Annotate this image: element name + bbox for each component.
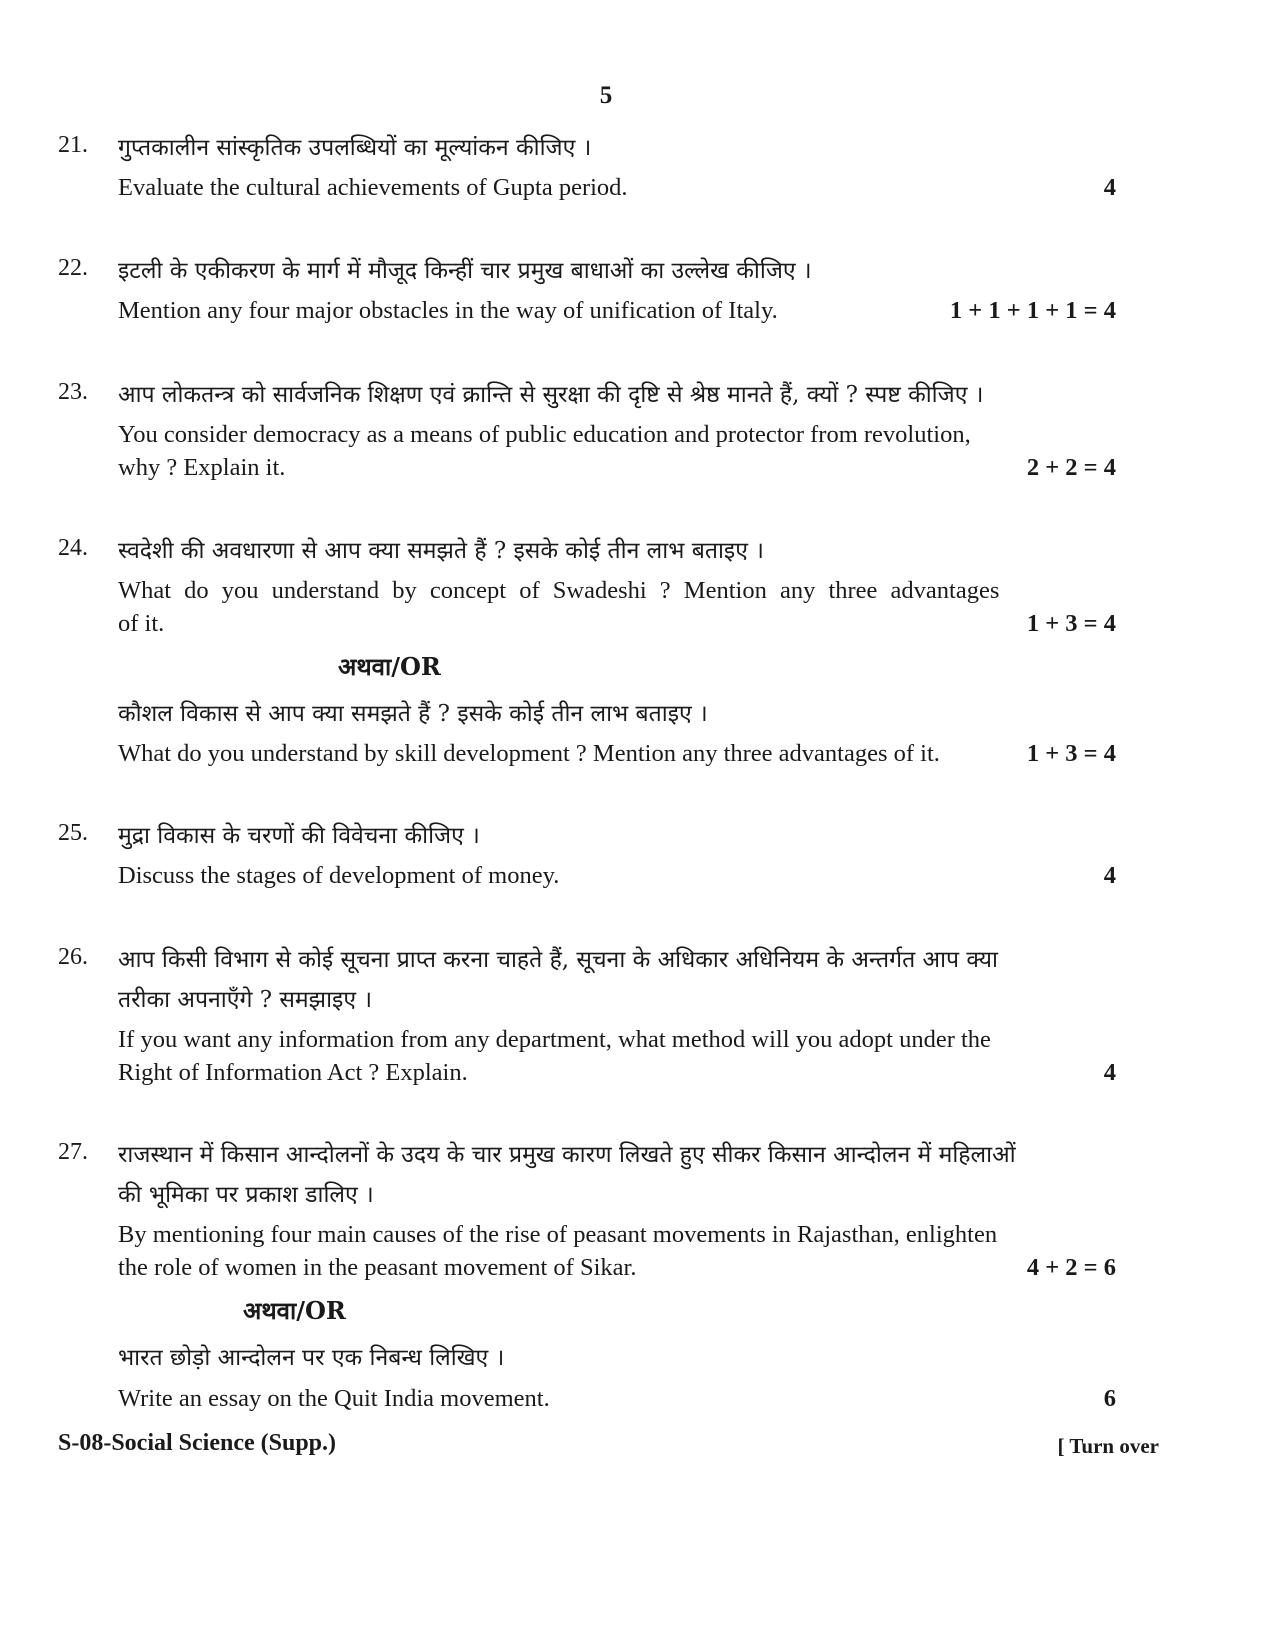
question-marks: 4 + 2 = 6 [1026,1254,1116,1281]
question-marks: 4 [1103,862,1116,889]
question-text-hindi: स्वदेशी की अवधारणा से आप क्या समझते हैं ? इसके कोई तीन लाभ बताइए । [118,538,764,564]
alternative-marks: 1 + 3 = 4 [1026,740,1116,767]
question-text-hindi: इटली के एकीकरण के मार्ग में मौजूद किन्हीं चार प्रमुख बाधाओं का उल्लेख कीजिए । [118,258,812,284]
alternative-text-hindi: भारत छोड़ो आन्दोलन पर एक निबन्ध लिखिए । [118,1345,505,1371]
question-text-english-line-1: If you want any information from any department, what method will you adopt under the [118,1026,991,1053]
footer-paper-code: S-08-Social Science (Supp.) [58,1430,337,1456]
question-text-hindi-line-1: राजस्थान में किसान आन्दोलनों के उदय के चार प्रमुख कारण लिखते हुए सीकर किसान आन्दोलन में महिलाओं [118,1142,1016,1168]
question-text-english-line-1: What do you understand by concept of Swadeshi ? Mention any three advantages [118,577,1000,604]
question-marks: 4 [1103,174,1116,201]
question-text-english-line-2: Right of Information Act ? Explain. [118,1059,468,1086]
question-text-hindi-line-2: की भूमिका पर प्रकाश डालिए । [118,1182,374,1208]
alternative-marks: 6 [1103,1385,1116,1412]
question-text-hindi: आप लोकतन्त्र को सार्वजनिक शिक्षण एवं क्रान्ति से सुरक्षा की दृष्टि से श्रेष्ठ मानते हैं, क्यों ? स्पष्ट कीजिए । [118,382,984,408]
question-marks: 1 + 1 + 1 + 1 = 4 [949,297,1116,324]
alternative-text-english: What do you understand by skill development ? Mention any three advantages of it. [118,740,940,767]
question-text-hindi-line-2: तरीका अपनाएँगे ? समझाइए । [118,987,373,1013]
question-text-hindi: गुप्तकालीन सांस्कृतिक उपलब्धियों का मूल्यांकन कीजिए । [118,135,592,161]
alternative-text-hindi: कौशल विकास से आप क्या समझते हैं ? इसके कोई तीन लाभ बताइए । [118,701,708,727]
question-text-english-line-2: of it. [118,610,165,637]
question-number: 25. [58,820,88,846]
question-number: 24. [58,535,88,561]
question-number: 22. [58,255,88,281]
question-number: 26. [58,944,88,970]
question-text-english-line-1: By mentioning four main causes of the rise of peasant movements in Rajasthan, enlighten [118,1221,998,1248]
question-marks: 1 + 3 = 4 [1026,610,1116,637]
question-text-hindi: मुद्रा विकास के चरणों की विवेचना कीजिए । [118,823,480,849]
question-text-hindi-line-1: आप किसी विभाग से कोई सूचना प्राप्त करना चाहते हैं, सूचना के अधिकार अधिनियम के अन्तर्गत आप क्या [118,947,998,973]
or-label: अथवा/OR [243,1296,346,1325]
question-text-english-line-2: why ? Explain it. [118,454,286,481]
question-text-english-line-1: You consider democracy as a means of public education and protector from revolution, [118,421,971,448]
question-marks: 4 [1103,1059,1116,1086]
question-text-english: Discuss the stages of development of money. [118,862,560,889]
question-marks: 2 + 2 = 4 [1026,454,1116,481]
page-number: 5 [599,82,613,109]
footer-turn-over: [ Turn over [1057,1434,1159,1458]
question-text-english: Mention any four major obstacles in the way of unification of Italy. [118,297,778,324]
question-number: 23. [58,379,88,405]
alternative-text-english: Write an essay on the Quit India movement. [118,1385,550,1412]
question-number: 21. [58,132,88,158]
or-label: अथवा/OR [338,652,441,681]
question-text-english-line-2: the role of women in the peasant movement of Sikar. [118,1254,637,1281]
question-number: 27. [58,1139,88,1165]
question-text-english: Evaluate the cultural achievements of Gupta period. [118,174,628,201]
